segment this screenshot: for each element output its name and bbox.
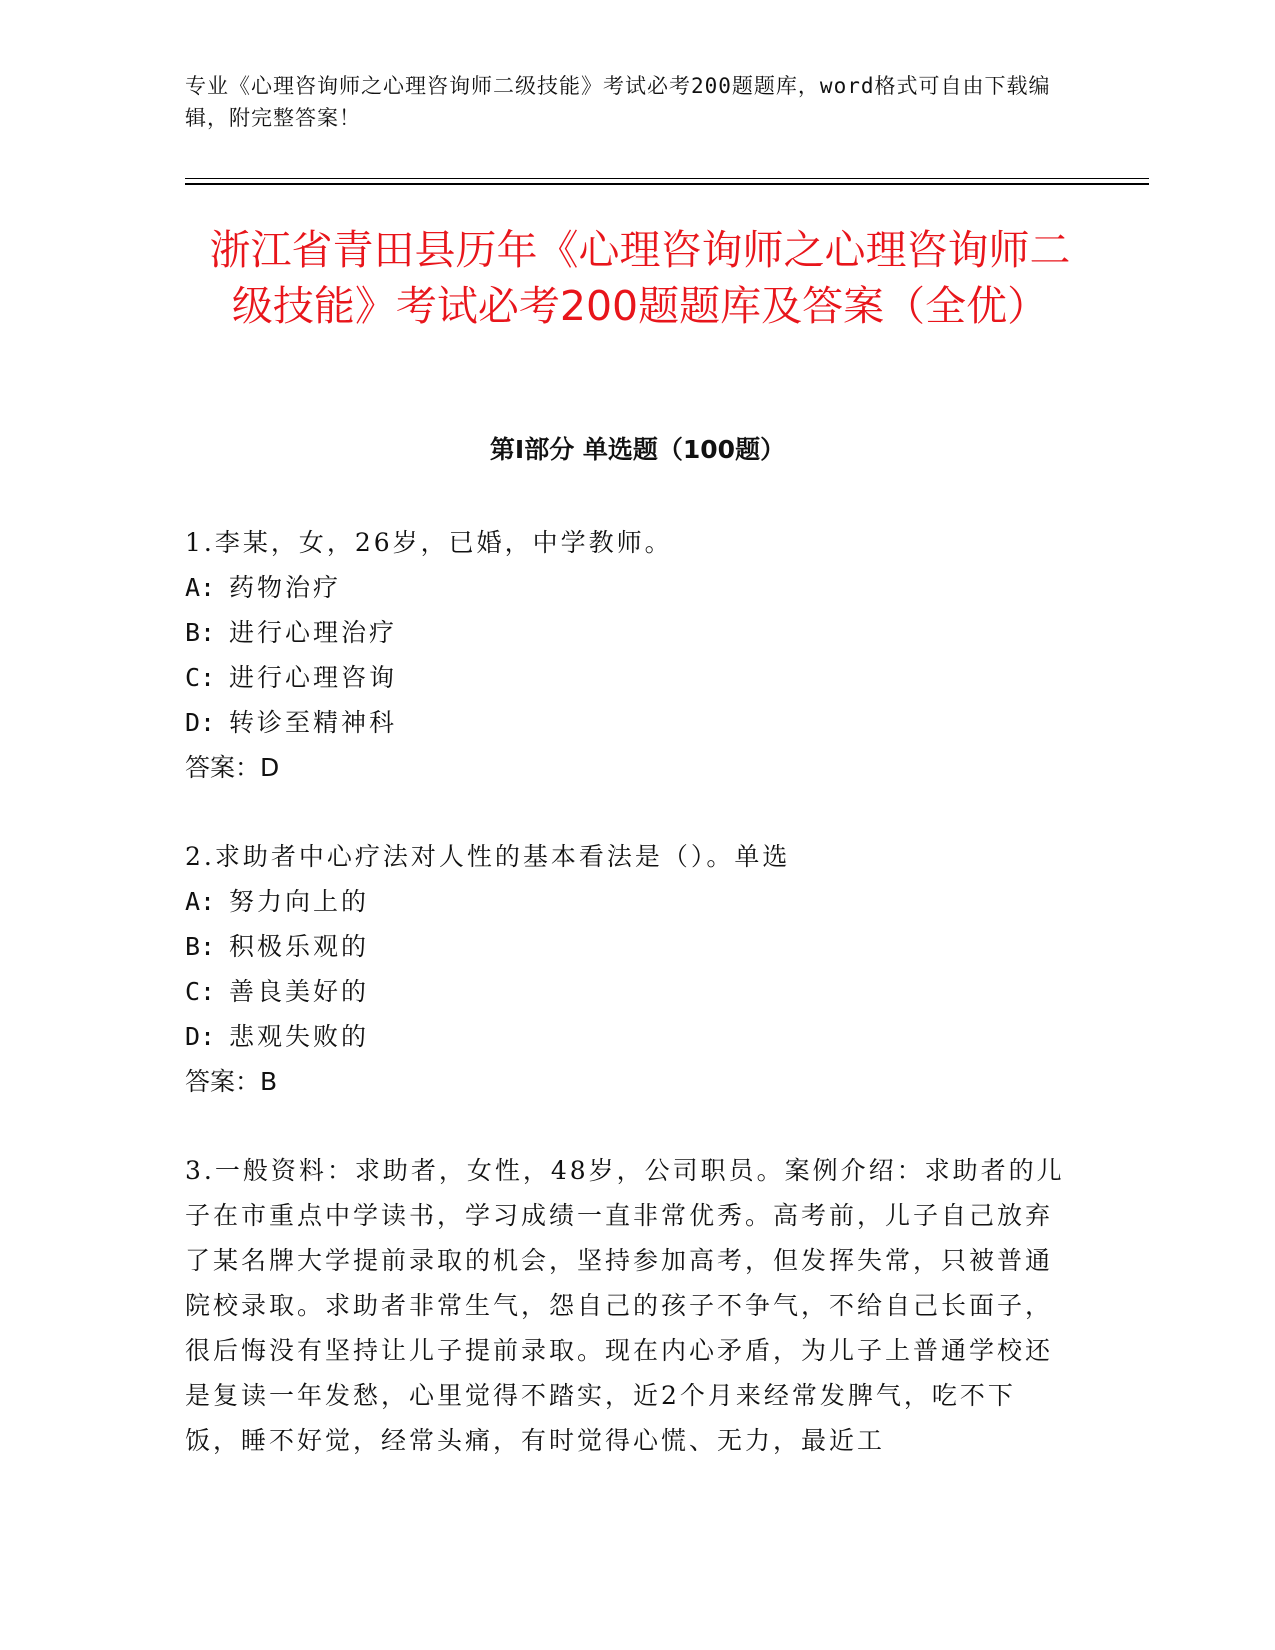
question-text: 2.求助者中心疗法对人性的基本看法是（）。单选	[185, 842, 791, 871]
option-letter: A:	[185, 573, 216, 602]
question-text: 1.李某，女，26岁，已婚，中学教师。	[185, 528, 673, 557]
question-2	[185, 834, 1065, 1104]
option-text: 努力向上的	[229, 887, 370, 916]
option-letter: C:	[185, 977, 216, 1006]
option-a	[185, 879, 1065, 924]
option-a	[185, 565, 1065, 610]
document-title: 浙江省青田县历年《心理咨询师之心理咨询师二级技能》考试必考200题题库及答案（全优）	[209, 226, 1071, 330]
header-divider-thin	[185, 178, 1149, 179]
header-note: 专业《心理咨询师之心理咨询师二级技能》考试必考200题题库，word格式可自由下载编辑，附完整答案！	[185, 74, 1051, 130]
question-1	[185, 520, 1065, 790]
option-text: 转诊至精神科	[229, 708, 398, 737]
option-letter: C:	[185, 663, 216, 692]
answer-line: 答案：B	[185, 1067, 278, 1096]
option-text: 积极乐观的	[229, 932, 370, 961]
option-c	[185, 969, 1065, 1014]
option-text: 善良美好的	[229, 977, 370, 1006]
option-letter: A:	[185, 887, 216, 916]
question-text: 3.一般资料：求助者，女性，48岁，公司职员。案例介绍：求助者的儿子在市重点中学读书，学习成绩一直非常优秀。高考前，儿子自己放弃了某名牌大学提前录取的机会，坚持参加高考，但发挥失常，只被普通院校录取。求助者非常生气，怨自己的孩子不争气，不给自己长面子，很后悔没有坚持让儿子提前录取。现在内心矛盾，为儿子上普通学校还是复读一年发愁，心里觉得不踏实，近2个月来经常发脾气，吃不下饭，睡不好觉，经常头痛，有时觉得心慌、无力，最近工	[185, 1156, 1065, 1455]
question-3	[185, 1148, 1065, 1463]
option-text: 进行心理治疗	[229, 618, 398, 647]
option-letter: D:	[185, 708, 216, 737]
option-letter: D:	[185, 1022, 216, 1051]
option-text: 悲观失败的	[229, 1022, 370, 1051]
option-b	[185, 924, 1065, 969]
option-c	[185, 655, 1065, 700]
answer-line: 答案：D	[185, 753, 280, 782]
option-d	[185, 1014, 1065, 1059]
option-text: 药物治疗	[229, 573, 342, 602]
option-d	[185, 700, 1065, 745]
option-text: 进行心理咨询	[229, 663, 398, 692]
question-list	[185, 520, 1065, 1507]
option-letter: B:	[185, 932, 216, 961]
option-letter: B:	[185, 618, 216, 647]
section-heading: 第Ⅰ部分 单选题（100题）	[489, 435, 786, 464]
header-divider-thick	[185, 183, 1149, 185]
option-b	[185, 610, 1065, 655]
